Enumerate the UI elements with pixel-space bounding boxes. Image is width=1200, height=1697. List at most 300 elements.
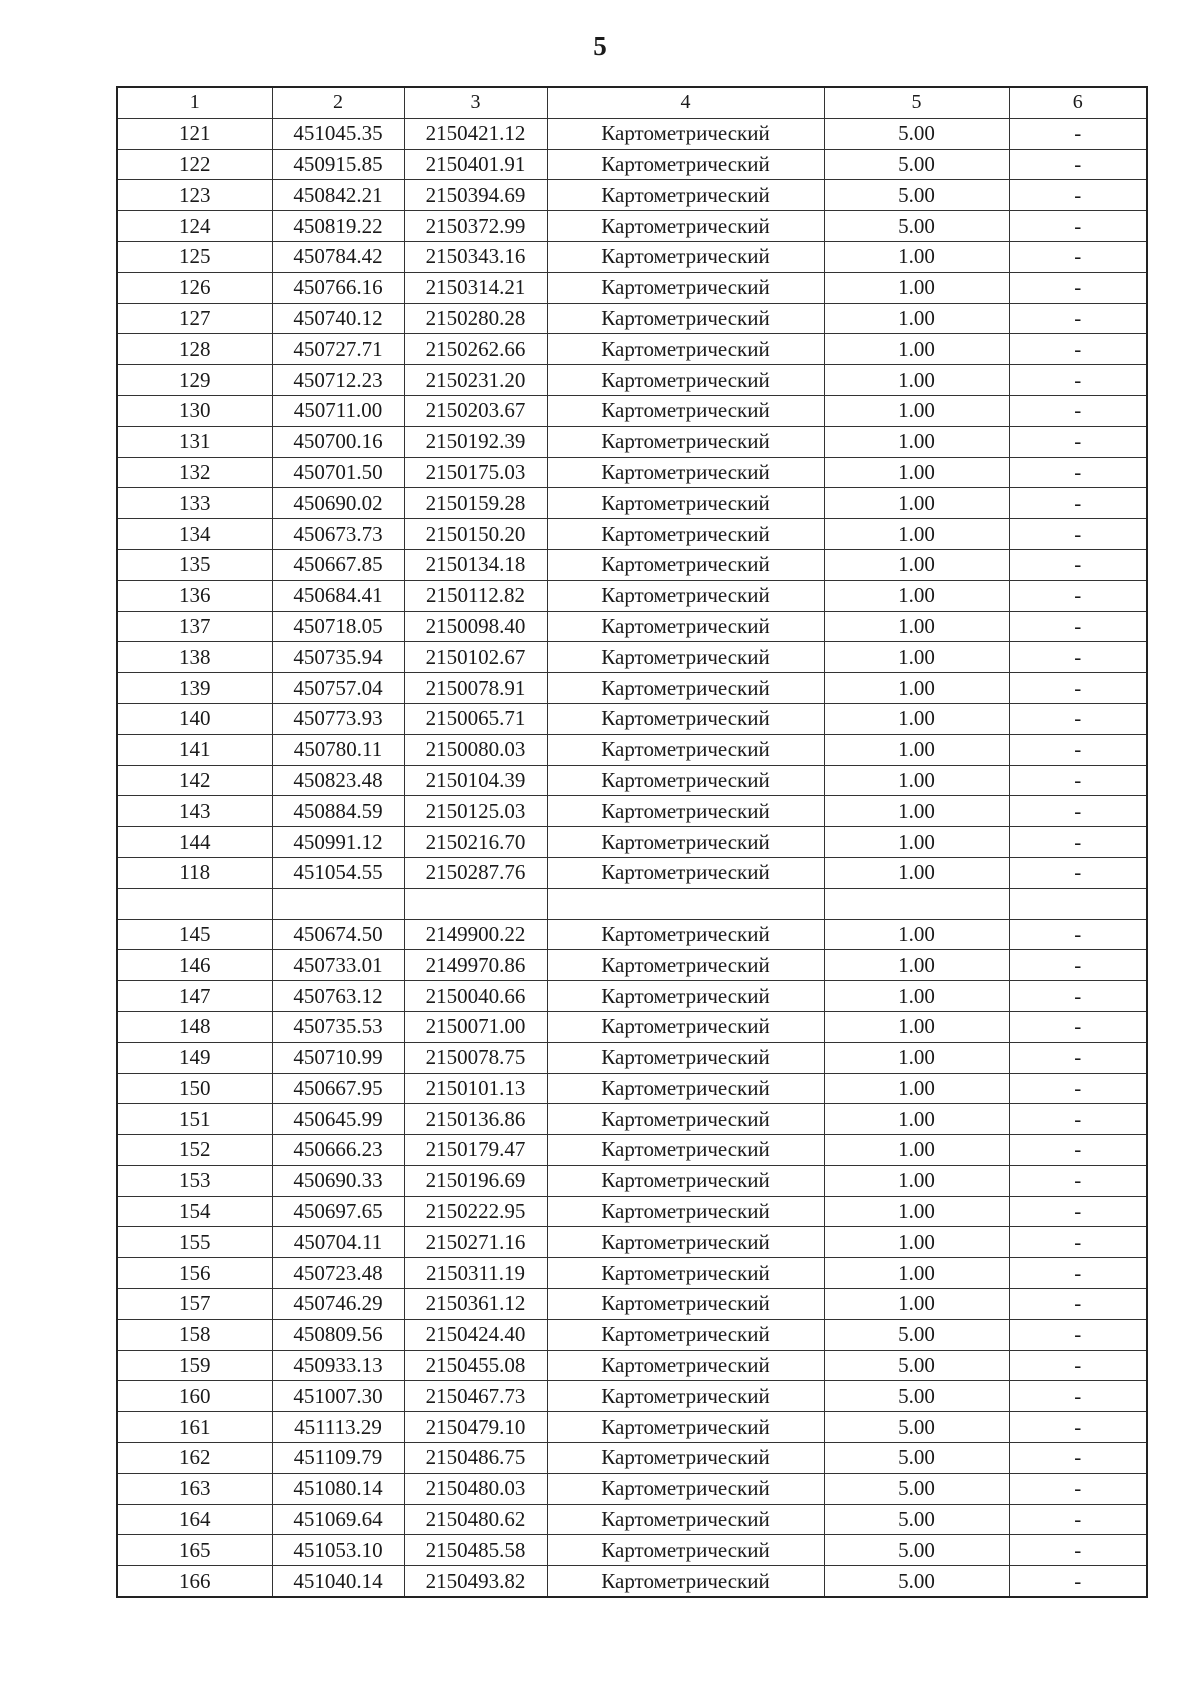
y-coordinate-cell: 2150080.03 xyxy=(404,734,547,765)
table-row xyxy=(117,734,1147,765)
accuracy-cell: 1.00 xyxy=(824,272,1009,303)
accuracy-cell: 5.00 xyxy=(824,1381,1009,1412)
method-cell: Картометрический xyxy=(547,488,824,519)
table-row xyxy=(117,673,1147,704)
method-cell: Картометрический xyxy=(547,1350,824,1381)
y-coordinate-cell: 2150480.03 xyxy=(404,1473,547,1504)
point-number-cell: 162 xyxy=(117,1443,272,1474)
x-coordinate-cell: 451109.79 xyxy=(272,1443,404,1474)
x-coordinate-cell: 450723.48 xyxy=(272,1258,404,1289)
table-row xyxy=(117,303,1147,334)
accuracy-cell: 1.00 xyxy=(824,1011,1009,1042)
description-cell: - xyxy=(1009,1165,1147,1196)
method-cell: Картометрический xyxy=(547,734,824,765)
method-cell xyxy=(547,888,824,919)
point-number-cell: 125 xyxy=(117,241,272,272)
y-coordinate-cell: 2150101.13 xyxy=(404,1073,547,1104)
y-coordinate-cell: 2150424.40 xyxy=(404,1319,547,1350)
table-row xyxy=(117,1504,1147,1535)
method-cell: Картометрический xyxy=(547,580,824,611)
table-row xyxy=(117,180,1147,211)
table-row xyxy=(117,796,1147,827)
table-row xyxy=(117,211,1147,242)
table-row xyxy=(117,272,1147,303)
point-number-cell: 126 xyxy=(117,272,272,303)
table-row xyxy=(117,1011,1147,1042)
point-number-cell: 142 xyxy=(117,765,272,796)
accuracy-cell: 1.00 xyxy=(824,827,1009,858)
y-coordinate-cell: 2150271.16 xyxy=(404,1227,547,1258)
point-number-cell: 135 xyxy=(117,549,272,580)
method-cell: Картометрический xyxy=(547,395,824,426)
accuracy-cell: 1.00 xyxy=(824,1196,1009,1227)
table-row xyxy=(117,1196,1147,1227)
accuracy-cell: 1.00 xyxy=(824,549,1009,580)
accuracy-cell: 1.00 xyxy=(824,1227,1009,1258)
accuracy-cell: 1.00 xyxy=(824,488,1009,519)
table-row xyxy=(117,1227,1147,1258)
accuracy-cell: 5.00 xyxy=(824,1566,1009,1597)
accuracy-cell: 1.00 xyxy=(824,241,1009,272)
method-cell: Картометрический xyxy=(547,796,824,827)
x-coordinate-cell: 450784.42 xyxy=(272,241,404,272)
point-number-cell: 122 xyxy=(117,149,272,180)
accuracy-cell: 1.00 xyxy=(824,1258,1009,1289)
y-coordinate-cell: 2150394.69 xyxy=(404,180,547,211)
description-cell: - xyxy=(1009,857,1147,888)
x-coordinate-cell: 451054.55 xyxy=(272,857,404,888)
y-coordinate-cell: 2150372.99 xyxy=(404,211,547,242)
point-number-cell: 165 xyxy=(117,1535,272,1566)
x-coordinate-cell: 450746.29 xyxy=(272,1289,404,1320)
point-number-cell: 145 xyxy=(117,919,272,950)
table-separator-row xyxy=(117,888,1147,919)
accuracy-cell: 5.00 xyxy=(824,1350,1009,1381)
point-number-cell xyxy=(117,888,272,919)
description-cell: - xyxy=(1009,1289,1147,1320)
accuracy-cell: 5.00 xyxy=(824,1535,1009,1566)
point-number-cell: 130 xyxy=(117,395,272,426)
x-coordinate-cell: 451040.14 xyxy=(272,1566,404,1597)
header-cell: 2 xyxy=(272,87,404,118)
coordinates-table xyxy=(116,86,1148,1598)
method-cell: Картометрический xyxy=(547,1566,824,1597)
description-cell: - xyxy=(1009,519,1147,550)
method-cell: Картометрический xyxy=(547,180,824,211)
method-cell: Картометрический xyxy=(547,549,824,580)
point-number-cell: 158 xyxy=(117,1319,272,1350)
y-coordinate-cell: 2150150.20 xyxy=(404,519,547,550)
method-cell: Картометрический xyxy=(547,981,824,1012)
description-cell: - xyxy=(1009,703,1147,734)
x-coordinate-cell: 451007.30 xyxy=(272,1381,404,1412)
header-cell: 4 xyxy=(547,87,824,118)
y-coordinate-cell: 2149970.86 xyxy=(404,950,547,981)
accuracy-cell: 1.00 xyxy=(824,703,1009,734)
description-cell: - xyxy=(1009,241,1147,272)
description-cell: - xyxy=(1009,365,1147,396)
y-coordinate-cell: 2149900.22 xyxy=(404,919,547,950)
description-cell: - xyxy=(1009,1073,1147,1104)
table-row xyxy=(117,241,1147,272)
x-coordinate-cell: 450667.95 xyxy=(272,1073,404,1104)
description-cell: - xyxy=(1009,827,1147,858)
description-cell: - xyxy=(1009,149,1147,180)
method-cell: Картометрический xyxy=(547,703,824,734)
y-coordinate-cell: 2150196.69 xyxy=(404,1165,547,1196)
point-number-cell: 164 xyxy=(117,1504,272,1535)
y-coordinate-cell: 2150280.28 xyxy=(404,303,547,334)
accuracy-cell: 1.00 xyxy=(824,673,1009,704)
table-row xyxy=(117,950,1147,981)
accuracy-cell: 1.00 xyxy=(824,796,1009,827)
point-number-cell: 132 xyxy=(117,457,272,488)
x-coordinate-cell: 450780.11 xyxy=(272,734,404,765)
x-coordinate-cell: 450809.56 xyxy=(272,1319,404,1350)
accuracy-cell: 1.00 xyxy=(824,611,1009,642)
description-cell: - xyxy=(1009,1412,1147,1443)
point-number-cell: 149 xyxy=(117,1042,272,1073)
table-row xyxy=(117,611,1147,642)
point-number-cell: 123 xyxy=(117,180,272,211)
table-row xyxy=(117,426,1147,457)
x-coordinate-cell: 450773.93 xyxy=(272,703,404,734)
point-number-cell: 166 xyxy=(117,1566,272,1597)
description-cell: - xyxy=(1009,272,1147,303)
accuracy-cell: 1.00 xyxy=(824,580,1009,611)
table-row xyxy=(117,1289,1147,1320)
x-coordinate-cell: 451069.64 xyxy=(272,1504,404,1535)
point-number-cell: 150 xyxy=(117,1073,272,1104)
accuracy-cell: 5.00 xyxy=(824,1504,1009,1535)
y-coordinate-cell: 2150401.91 xyxy=(404,149,547,180)
accuracy-cell: 1.00 xyxy=(824,365,1009,396)
y-coordinate-cell: 2150192.39 xyxy=(404,426,547,457)
method-cell: Картометрический xyxy=(547,118,824,149)
description-cell: - xyxy=(1009,1319,1147,1350)
y-coordinate-cell: 2150455.08 xyxy=(404,1350,547,1381)
y-coordinate-cell: 2150102.67 xyxy=(404,642,547,673)
header-cell: 5 xyxy=(824,87,1009,118)
method-cell: Картометрический xyxy=(547,1535,824,1566)
y-coordinate-cell: 2150421.12 xyxy=(404,118,547,149)
description-cell: - xyxy=(1009,549,1147,580)
table-row xyxy=(117,580,1147,611)
description-cell: - xyxy=(1009,1135,1147,1166)
x-coordinate-cell: 450842.21 xyxy=(272,180,404,211)
x-coordinate-cell: 450700.16 xyxy=(272,426,404,457)
method-cell: Картометрический xyxy=(547,919,824,950)
accuracy-cell: 1.00 xyxy=(824,457,1009,488)
table-row xyxy=(117,981,1147,1012)
point-number-cell: 136 xyxy=(117,580,272,611)
y-coordinate-cell: 2150112.82 xyxy=(404,580,547,611)
point-number-cell: 154 xyxy=(117,1196,272,1227)
point-number-cell: 147 xyxy=(117,981,272,1012)
x-coordinate-cell: 450712.23 xyxy=(272,365,404,396)
method-cell: Картометрический xyxy=(547,1258,824,1289)
accuracy-cell: 5.00 xyxy=(824,1412,1009,1443)
method-cell: Картометрический xyxy=(547,765,824,796)
description-cell: - xyxy=(1009,1258,1147,1289)
x-coordinate-cell: 450884.59 xyxy=(272,796,404,827)
description-cell: - xyxy=(1009,1443,1147,1474)
x-coordinate-cell xyxy=(272,888,404,919)
coordinates-table-body xyxy=(117,87,1147,1597)
description-cell: - xyxy=(1009,118,1147,149)
point-number-cell: 129 xyxy=(117,365,272,396)
point-number-cell: 146 xyxy=(117,950,272,981)
method-cell: Картометрический xyxy=(547,827,824,858)
y-coordinate-cell: 2150078.75 xyxy=(404,1042,547,1073)
y-coordinate-cell: 2150216.70 xyxy=(404,827,547,858)
method-cell: Картометрический xyxy=(547,1073,824,1104)
method-cell: Картометрический xyxy=(547,1196,824,1227)
y-coordinate-cell: 2150065.71 xyxy=(404,703,547,734)
accuracy-cell: 1.00 xyxy=(824,950,1009,981)
method-cell: Картометрический xyxy=(547,241,824,272)
y-coordinate-cell xyxy=(404,888,547,919)
accuracy-cell: 1.00 xyxy=(824,426,1009,457)
method-cell: Картометрический xyxy=(547,149,824,180)
accuracy-cell: 5.00 xyxy=(824,180,1009,211)
method-cell: Картометрический xyxy=(547,365,824,396)
x-coordinate-cell: 450933.13 xyxy=(272,1350,404,1381)
method-cell: Картометрический xyxy=(547,673,824,704)
description-cell: - xyxy=(1009,1104,1147,1135)
accuracy-cell: 5.00 xyxy=(824,1319,1009,1350)
table-row xyxy=(117,1135,1147,1166)
accuracy-cell: 1.00 xyxy=(824,765,1009,796)
x-coordinate-cell: 450704.11 xyxy=(272,1227,404,1258)
method-cell: Картометрический xyxy=(547,303,824,334)
x-coordinate-cell: 450701.50 xyxy=(272,457,404,488)
x-coordinate-cell: 450757.04 xyxy=(272,673,404,704)
description-cell: - xyxy=(1009,981,1147,1012)
table-row xyxy=(117,118,1147,149)
y-coordinate-cell: 2150159.28 xyxy=(404,488,547,519)
description-cell: - xyxy=(1009,1042,1147,1073)
header-cell: 3 xyxy=(404,87,547,118)
method-cell: Картометрический xyxy=(547,519,824,550)
y-coordinate-cell: 2150179.47 xyxy=(404,1135,547,1166)
x-coordinate-cell: 450690.33 xyxy=(272,1165,404,1196)
accuracy-cell: 1.00 xyxy=(824,1289,1009,1320)
description-cell: - xyxy=(1009,580,1147,611)
table-row xyxy=(117,1258,1147,1289)
x-coordinate-cell: 450819.22 xyxy=(272,211,404,242)
x-coordinate-cell: 450666.23 xyxy=(272,1135,404,1166)
accuracy-cell: 1.00 xyxy=(824,334,1009,365)
accuracy-cell: 1.00 xyxy=(824,395,1009,426)
description-cell: - xyxy=(1009,1504,1147,1535)
description-cell: - xyxy=(1009,1196,1147,1227)
method-cell: Картометрический xyxy=(547,1289,824,1320)
x-coordinate-cell: 451080.14 xyxy=(272,1473,404,1504)
x-coordinate-cell: 450684.41 xyxy=(272,580,404,611)
y-coordinate-cell: 2150203.67 xyxy=(404,395,547,426)
accuracy-cell: 5.00 xyxy=(824,1443,1009,1474)
accuracy-cell: 5.00 xyxy=(824,149,1009,180)
method-cell: Картометрический xyxy=(547,1011,824,1042)
accuracy-cell: 1.00 xyxy=(824,1042,1009,1073)
method-cell: Картометрический xyxy=(547,642,824,673)
accuracy-cell: 5.00 xyxy=(824,211,1009,242)
y-coordinate-cell: 2150098.40 xyxy=(404,611,547,642)
x-coordinate-cell: 450674.50 xyxy=(272,919,404,950)
description-cell: - xyxy=(1009,734,1147,765)
description-cell: - xyxy=(1009,426,1147,457)
x-coordinate-cell: 450740.12 xyxy=(272,303,404,334)
method-cell: Картометрический xyxy=(547,1042,824,1073)
y-coordinate-cell: 2150485.58 xyxy=(404,1535,547,1566)
description-cell: - xyxy=(1009,395,1147,426)
table-row xyxy=(117,703,1147,734)
table-row xyxy=(117,1104,1147,1135)
table-row xyxy=(117,1165,1147,1196)
point-number-cell: 134 xyxy=(117,519,272,550)
y-coordinate-cell: 2150136.86 xyxy=(404,1104,547,1135)
method-cell: Картометрический xyxy=(547,611,824,642)
point-number-cell: 140 xyxy=(117,703,272,734)
header-cell: 1 xyxy=(117,87,272,118)
method-cell: Картометрический xyxy=(547,1165,824,1196)
table-row xyxy=(117,1566,1147,1597)
method-cell: Картометрический xyxy=(547,1473,824,1504)
description-cell: - xyxy=(1009,950,1147,981)
page-number: 5 xyxy=(593,31,607,61)
method-cell: Картометрический xyxy=(547,1443,824,1474)
point-number-cell: 133 xyxy=(117,488,272,519)
description-cell: - xyxy=(1009,211,1147,242)
x-coordinate-cell: 450711.00 xyxy=(272,395,404,426)
table-row xyxy=(117,1535,1147,1566)
point-number-cell: 153 xyxy=(117,1165,272,1196)
table-row xyxy=(117,1042,1147,1073)
x-coordinate-cell: 451045.35 xyxy=(272,118,404,149)
point-number-cell: 141 xyxy=(117,734,272,765)
method-cell: Картометрический xyxy=(547,1104,824,1135)
point-number-cell: 139 xyxy=(117,673,272,704)
y-coordinate-cell: 2150467.73 xyxy=(404,1381,547,1412)
description-cell: - xyxy=(1009,1566,1147,1597)
accuracy-cell: 1.00 xyxy=(824,1165,1009,1196)
x-coordinate-cell: 450766.16 xyxy=(272,272,404,303)
accuracy-cell: 1.00 xyxy=(824,303,1009,334)
point-number-cell: 151 xyxy=(117,1104,272,1135)
table-row xyxy=(117,1319,1147,1350)
y-coordinate-cell: 2150125.03 xyxy=(404,796,547,827)
accuracy-cell: 1.00 xyxy=(824,981,1009,1012)
point-number-cell: 155 xyxy=(117,1227,272,1258)
table-row xyxy=(117,519,1147,550)
accuracy-cell: 1.00 xyxy=(824,734,1009,765)
y-coordinate-cell: 2150222.95 xyxy=(404,1196,547,1227)
y-coordinate-cell: 2150071.00 xyxy=(404,1011,547,1042)
method-cell: Картометрический xyxy=(547,211,824,242)
y-coordinate-cell: 2150134.18 xyxy=(404,549,547,580)
x-coordinate-cell: 450673.73 xyxy=(272,519,404,550)
method-cell: Картометрический xyxy=(547,1319,824,1350)
method-cell: Картометрический xyxy=(547,334,824,365)
description-cell xyxy=(1009,888,1147,919)
description-cell: - xyxy=(1009,1227,1147,1258)
point-number-cell: 157 xyxy=(117,1289,272,1320)
point-number-cell: 144 xyxy=(117,827,272,858)
description-cell: - xyxy=(1009,1473,1147,1504)
point-number-cell: 159 xyxy=(117,1350,272,1381)
point-number-cell: 143 xyxy=(117,796,272,827)
point-number-cell: 118 xyxy=(117,857,272,888)
method-cell: Картометрический xyxy=(547,1381,824,1412)
accuracy-cell: 5.00 xyxy=(824,118,1009,149)
x-coordinate-cell: 450735.94 xyxy=(272,642,404,673)
y-coordinate-cell: 2150175.03 xyxy=(404,457,547,488)
point-number-cell: 137 xyxy=(117,611,272,642)
method-cell: Картометрический xyxy=(547,950,824,981)
y-coordinate-cell: 2150361.12 xyxy=(404,1289,547,1320)
x-coordinate-cell: 451113.29 xyxy=(272,1412,404,1443)
y-coordinate-cell: 2150493.82 xyxy=(404,1566,547,1597)
accuracy-cell: 1.00 xyxy=(824,1104,1009,1135)
x-coordinate-cell: 450915.85 xyxy=(272,149,404,180)
point-number-cell: 160 xyxy=(117,1381,272,1412)
table-row xyxy=(117,457,1147,488)
table-row xyxy=(117,1473,1147,1504)
x-coordinate-cell: 450735.53 xyxy=(272,1011,404,1042)
point-number-cell: 163 xyxy=(117,1473,272,1504)
method-cell: Картометрический xyxy=(547,1504,824,1535)
point-number-cell: 127 xyxy=(117,303,272,334)
x-coordinate-cell: 450645.99 xyxy=(272,1104,404,1135)
x-coordinate-cell: 450690.02 xyxy=(272,488,404,519)
x-coordinate-cell: 450991.12 xyxy=(272,827,404,858)
y-coordinate-cell: 2150040.66 xyxy=(404,981,547,1012)
accuracy-cell: 1.00 xyxy=(824,519,1009,550)
y-coordinate-cell: 2150343.16 xyxy=(404,241,547,272)
header-cell: 6 xyxy=(1009,87,1147,118)
x-coordinate-cell: 450733.01 xyxy=(272,950,404,981)
y-coordinate-cell: 2150104.39 xyxy=(404,765,547,796)
table-row xyxy=(117,857,1147,888)
point-number-cell: 128 xyxy=(117,334,272,365)
table-row xyxy=(117,1443,1147,1474)
accuracy-cell xyxy=(824,888,1009,919)
accuracy-cell: 1.00 xyxy=(824,857,1009,888)
x-coordinate-cell: 450727.71 xyxy=(272,334,404,365)
description-cell: - xyxy=(1009,488,1147,519)
description-cell: - xyxy=(1009,334,1147,365)
x-coordinate-cell: 450763.12 xyxy=(272,981,404,1012)
y-coordinate-cell: 2150486.75 xyxy=(404,1443,547,1474)
description-cell: - xyxy=(1009,1350,1147,1381)
method-cell: Картометрический xyxy=(547,426,824,457)
description-cell: - xyxy=(1009,303,1147,334)
accuracy-cell: 5.00 xyxy=(824,1473,1009,1504)
table-row xyxy=(117,549,1147,580)
x-coordinate-cell: 450667.85 xyxy=(272,549,404,580)
point-number-cell: 138 xyxy=(117,642,272,673)
table-header-row xyxy=(117,87,1147,118)
point-number-cell: 161 xyxy=(117,1412,272,1443)
description-cell: - xyxy=(1009,765,1147,796)
table-row xyxy=(117,1381,1147,1412)
table-row xyxy=(117,919,1147,950)
y-coordinate-cell: 2150311.19 xyxy=(404,1258,547,1289)
description-cell: - xyxy=(1009,180,1147,211)
table-row xyxy=(117,642,1147,673)
description-cell: - xyxy=(1009,919,1147,950)
